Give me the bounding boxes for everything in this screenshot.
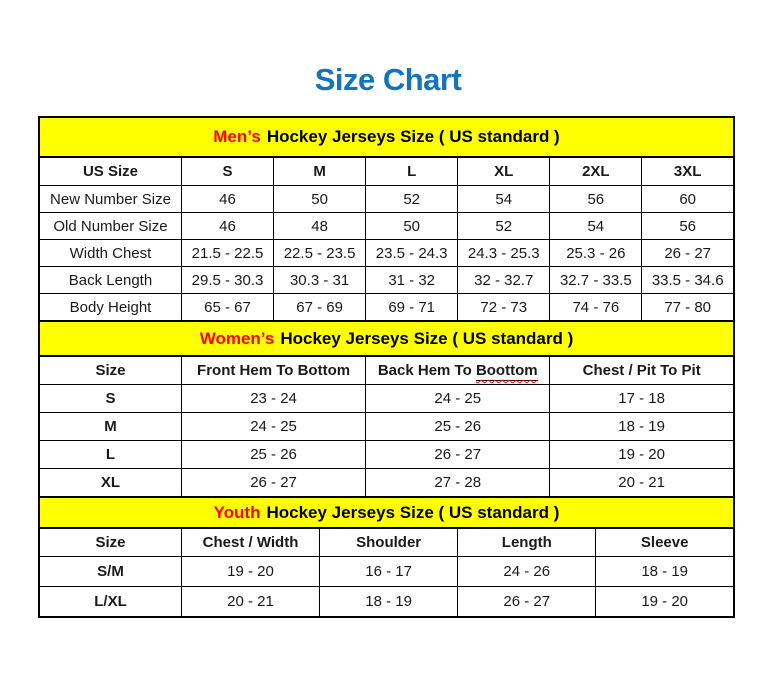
cell-value: 22.5 - 23.5 bbox=[274, 240, 366, 267]
table-row bbox=[39, 413, 734, 441]
youth-section-band bbox=[39, 497, 734, 528]
column-header: Size bbox=[39, 356, 181, 385]
table-row bbox=[39, 557, 734, 587]
cell-value: 24 - 26 bbox=[458, 557, 596, 587]
cell-value: 19 - 20 bbox=[550, 441, 734, 469]
cell-value: 56 bbox=[642, 213, 734, 240]
cell-value: 74 - 76 bbox=[550, 294, 642, 322]
table-row bbox=[39, 469, 734, 498]
cell-value: 19 - 20 bbox=[181, 557, 319, 587]
column-header: M bbox=[274, 157, 366, 186]
column-header: L bbox=[366, 157, 458, 186]
row-label: L/XL bbox=[39, 587, 181, 618]
cell-value: 23 - 24 bbox=[181, 385, 365, 413]
cell-value: 46 bbox=[181, 213, 273, 240]
row-label: New Number Size bbox=[39, 186, 181, 213]
womens-size-table bbox=[38, 320, 735, 498]
cell-value: 26 - 27 bbox=[181, 469, 365, 498]
column-header-row bbox=[39, 528, 734, 557]
section-band-row bbox=[39, 497, 734, 528]
size-tables bbox=[38, 116, 735, 618]
cell-value: 18 - 19 bbox=[596, 557, 734, 587]
column-header: Back Hem To Boottom bbox=[366, 356, 550, 385]
section-highlight-text: Youth bbox=[213, 502, 261, 522]
table-row bbox=[39, 186, 734, 213]
table-row bbox=[39, 213, 734, 240]
cell-value: 20 - 21 bbox=[181, 587, 319, 618]
cell-value: 18 - 19 bbox=[550, 413, 734, 441]
cell-value: 67 - 69 bbox=[274, 294, 366, 322]
cell-value: 50 bbox=[274, 186, 366, 213]
section-band-text: Hockey Jerseys Size ( US standard ) bbox=[266, 502, 560, 522]
table-row bbox=[39, 267, 734, 294]
cell-value: 25.3 - 26 bbox=[550, 240, 642, 267]
section-band-text: Hockey Jerseys Size ( US standard ) bbox=[280, 328, 574, 348]
column-header: 3XL bbox=[642, 157, 734, 186]
column-header-row bbox=[39, 157, 734, 186]
cell-value: 54 bbox=[458, 186, 550, 213]
cell-value: 30.3 - 31 bbox=[274, 267, 366, 294]
column-header-row bbox=[39, 356, 734, 385]
misspelled-word: Boottom bbox=[475, 362, 538, 379]
section-band-text: Hockey Jerseys Size ( US standard ) bbox=[266, 127, 560, 146]
section-band-row bbox=[39, 321, 734, 356]
mens-size-table bbox=[38, 116, 735, 322]
table-row bbox=[39, 441, 734, 469]
row-label: S/M bbox=[39, 557, 181, 587]
cell-value: 52 bbox=[366, 186, 458, 213]
section-band-row bbox=[39, 117, 734, 157]
cell-value: 32.7 - 33.5 bbox=[550, 267, 642, 294]
row-label: L bbox=[39, 441, 181, 469]
row-label: Old Number Size bbox=[39, 213, 181, 240]
cell-value: 60 bbox=[642, 186, 734, 213]
title-area bbox=[38, 0, 738, 116]
youth-size-table bbox=[38, 496, 735, 618]
cell-value: 46 bbox=[181, 186, 273, 213]
cell-value: 25 - 26 bbox=[181, 441, 365, 469]
column-header: Length bbox=[458, 528, 596, 557]
cell-value: 20 - 21 bbox=[550, 469, 734, 498]
cell-value: 21.5 - 22.5 bbox=[181, 240, 273, 267]
column-header: Sleeve bbox=[596, 528, 734, 557]
cell-value: 24 - 25 bbox=[366, 385, 550, 413]
column-header: 2XL bbox=[550, 157, 642, 186]
cell-value: 23.5 - 24.3 bbox=[366, 240, 458, 267]
column-header: Chest / Pit To Pit bbox=[550, 356, 734, 385]
cell-value: 31 - 32 bbox=[366, 267, 458, 294]
cell-value: 56 bbox=[550, 186, 642, 213]
page-title: Size Chart bbox=[314, 62, 462, 97]
cell-value: 26 - 27 bbox=[458, 587, 596, 618]
column-header: XL bbox=[458, 157, 550, 186]
column-header: S bbox=[181, 157, 273, 186]
row-label: Body Height bbox=[39, 294, 181, 322]
cell-value: 72 - 73 bbox=[458, 294, 550, 322]
cell-value: 77 - 80 bbox=[642, 294, 734, 322]
cell-value: 25 - 26 bbox=[366, 413, 550, 441]
cell-value: 27 - 28 bbox=[366, 469, 550, 498]
section-highlight-text: Women’s bbox=[199, 328, 275, 348]
cell-value: 29.5 - 30.3 bbox=[181, 267, 273, 294]
cell-value: 26 - 27 bbox=[366, 441, 550, 469]
column-header: Chest / Width bbox=[181, 528, 319, 557]
section-highlight-text: Men’s bbox=[213, 127, 261, 146]
column-header: Size bbox=[39, 528, 181, 557]
womens-section-band bbox=[39, 321, 734, 356]
table-row bbox=[39, 240, 734, 267]
row-label: XL bbox=[39, 469, 181, 498]
cell-value: 54 bbox=[550, 213, 642, 240]
column-header: Front Hem To Bottom bbox=[181, 356, 365, 385]
cell-value: 19 - 20 bbox=[596, 587, 734, 618]
column-header: US Size bbox=[39, 157, 181, 186]
column-header: Shoulder bbox=[320, 528, 458, 557]
table-row bbox=[39, 385, 734, 413]
mens-section-band bbox=[39, 117, 734, 157]
cell-value: 16 - 17 bbox=[320, 557, 458, 587]
table-row bbox=[39, 294, 734, 322]
cell-value: 17 - 18 bbox=[550, 385, 734, 413]
cell-value: 48 bbox=[274, 213, 366, 240]
cell-value: 33.5 - 34.6 bbox=[642, 267, 734, 294]
cell-value: 24.3 - 25.3 bbox=[458, 240, 550, 267]
cell-value: 26 - 27 bbox=[642, 240, 734, 267]
cell-value: 24 - 25 bbox=[181, 413, 365, 441]
cell-value: 32 - 32.7 bbox=[458, 267, 550, 294]
cell-value: 65 - 67 bbox=[181, 294, 273, 322]
cell-value: 69 - 71 bbox=[366, 294, 458, 322]
cell-value: 18 - 19 bbox=[320, 587, 458, 618]
table-row bbox=[39, 587, 734, 618]
row-label: Back Length bbox=[39, 267, 181, 294]
row-label: S bbox=[39, 385, 181, 413]
cell-value: 52 bbox=[458, 213, 550, 240]
row-label: M bbox=[39, 413, 181, 441]
cell-value: 50 bbox=[366, 213, 458, 240]
row-label: Width Chest bbox=[39, 240, 181, 267]
